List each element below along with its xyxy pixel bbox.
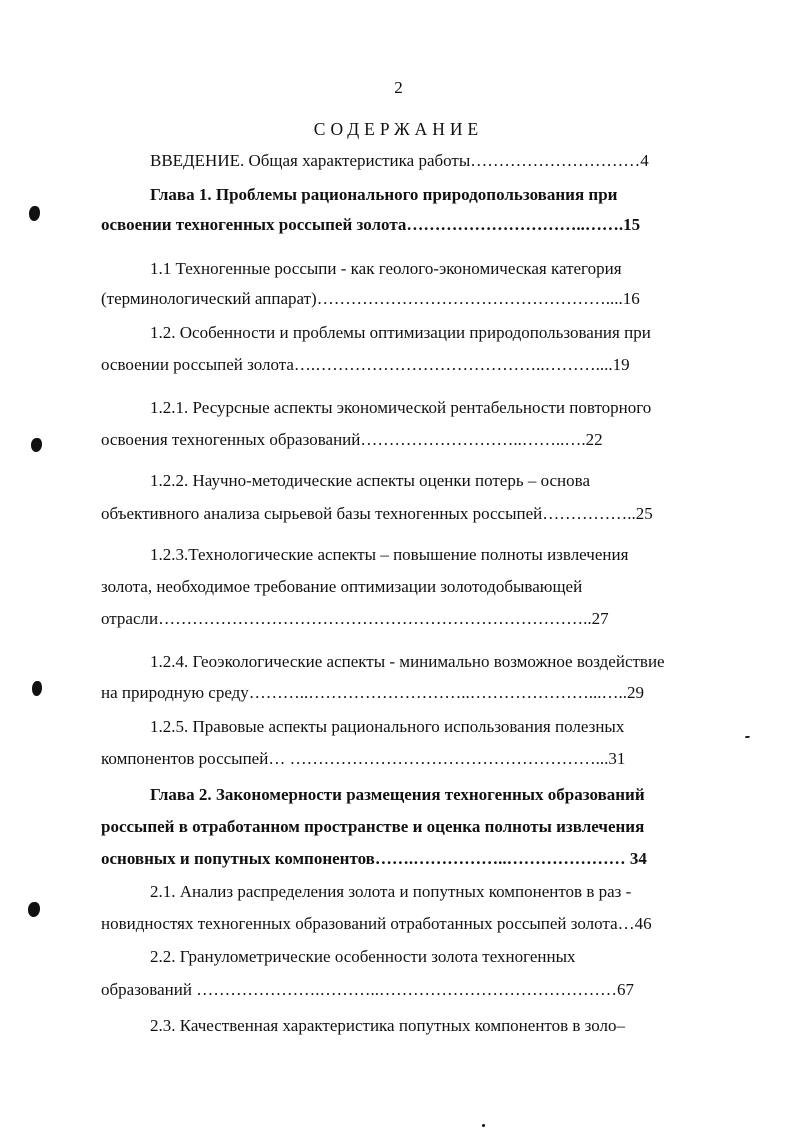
- toc-entry-1-2-5-cont: компонентов россыпей… ………………………………………………...31: [101, 749, 626, 768]
- toc-entry-1-2-3-cont: золота, необходимое требование оптимизации золотодобывающей: [101, 577, 583, 596]
- toc-entry-chapter2-title-cont2: основных и попутных компонентов…….……………..………………… 34: [101, 849, 647, 868]
- toc-entry-1-2-3-cont2: отрасли…………………………………………………………………..27: [101, 609, 609, 628]
- toc-entry-2-3: 2.3. Качественная характеристика попутных компонентов в золо–: [150, 1016, 626, 1035]
- toc-entry-1-2-2: 1.2.2. Научно-методические аспекты оценки потерь – основа: [150, 471, 590, 490]
- toc-entry-2-1-cont: новидностях техногенных образований отработанных россыпей золота…46: [101, 914, 652, 933]
- toc-entry-1-2-5: 1.2.5. Правовые аспекты рационального использования полезных: [150, 717, 625, 736]
- scan-speck: [745, 736, 750, 738]
- scan-blot: [29, 206, 40, 221]
- toc-entry-1-2-4: 1.2.4. Геоэкологические аспекты - минимально возможное воздействие: [150, 652, 665, 671]
- toc-entry-1-2-1-cont: освоения техногенных образований………………………..……..….22: [101, 430, 603, 449]
- toc-entry-introduction: ВВЕДЕНИЕ. Общая характеристика работы…………………………4: [150, 151, 649, 170]
- toc-entry-1-2: 1.2. Особенности и проблемы оптимизации природопользования при: [150, 323, 651, 342]
- toc-entry-chapter1-title: Глава 1. Проблемы рационального природопользования при: [150, 185, 618, 204]
- toc-entry-1-1-cont: (терминологический аппарат)……………………………………………....16: [101, 289, 640, 308]
- toc-entry-2-2: 2.2. Гранулометрические особенности золота техногенных: [150, 947, 576, 966]
- toc-entry-1-2-4-cont: на природную среду………..………………………..…………………...…..29: [101, 683, 645, 702]
- toc-entry-1-2-2-cont: объективного анализа сырьевой базы техногенных россыпей……………..25: [101, 504, 653, 523]
- scan-blot: [32, 681, 42, 696]
- toc-entry-2-1: 2.1. Анализ распределения золота и попутных компонентов в раз -: [150, 882, 632, 901]
- page-number: 2: [394, 78, 403, 97]
- toc-entry-chapter2-title: Глава 2. Закономерности размещения техногенных образований: [150, 785, 645, 804]
- toc-entry-1-2-cont: освоении россыпей золота….…………………………………..………....19: [101, 355, 630, 374]
- page-title: СОДЕРЖАНИЕ: [313, 119, 484, 139]
- toc-entry-chapter1-title-cont: освоении техногенных россыпей золота…………………………..…….15: [101, 215, 641, 234]
- toc-entry-1-2-3: 1.2.3.Технологические аспекты – повышение полноты извлечения: [150, 545, 629, 564]
- scan-blot: [31, 438, 42, 452]
- scan-blot: [28, 902, 40, 917]
- toc-entry-1-1: 1.1 Техногенные россыпи - как геолого-экономическая категория: [150, 259, 622, 278]
- scan-speck: [482, 1124, 485, 1127]
- toc-entry-chapter2-title-cont: россыпей в отработанном пространстве и оценка полноты извлечения: [101, 817, 645, 836]
- toc-entry-1-2-1: 1.2.1. Ресурсные аспекты экономической рентабельности повторного: [150, 398, 652, 417]
- toc-entry-2-2-cont: образований ………………….………..……………………………………67: [101, 980, 634, 999]
